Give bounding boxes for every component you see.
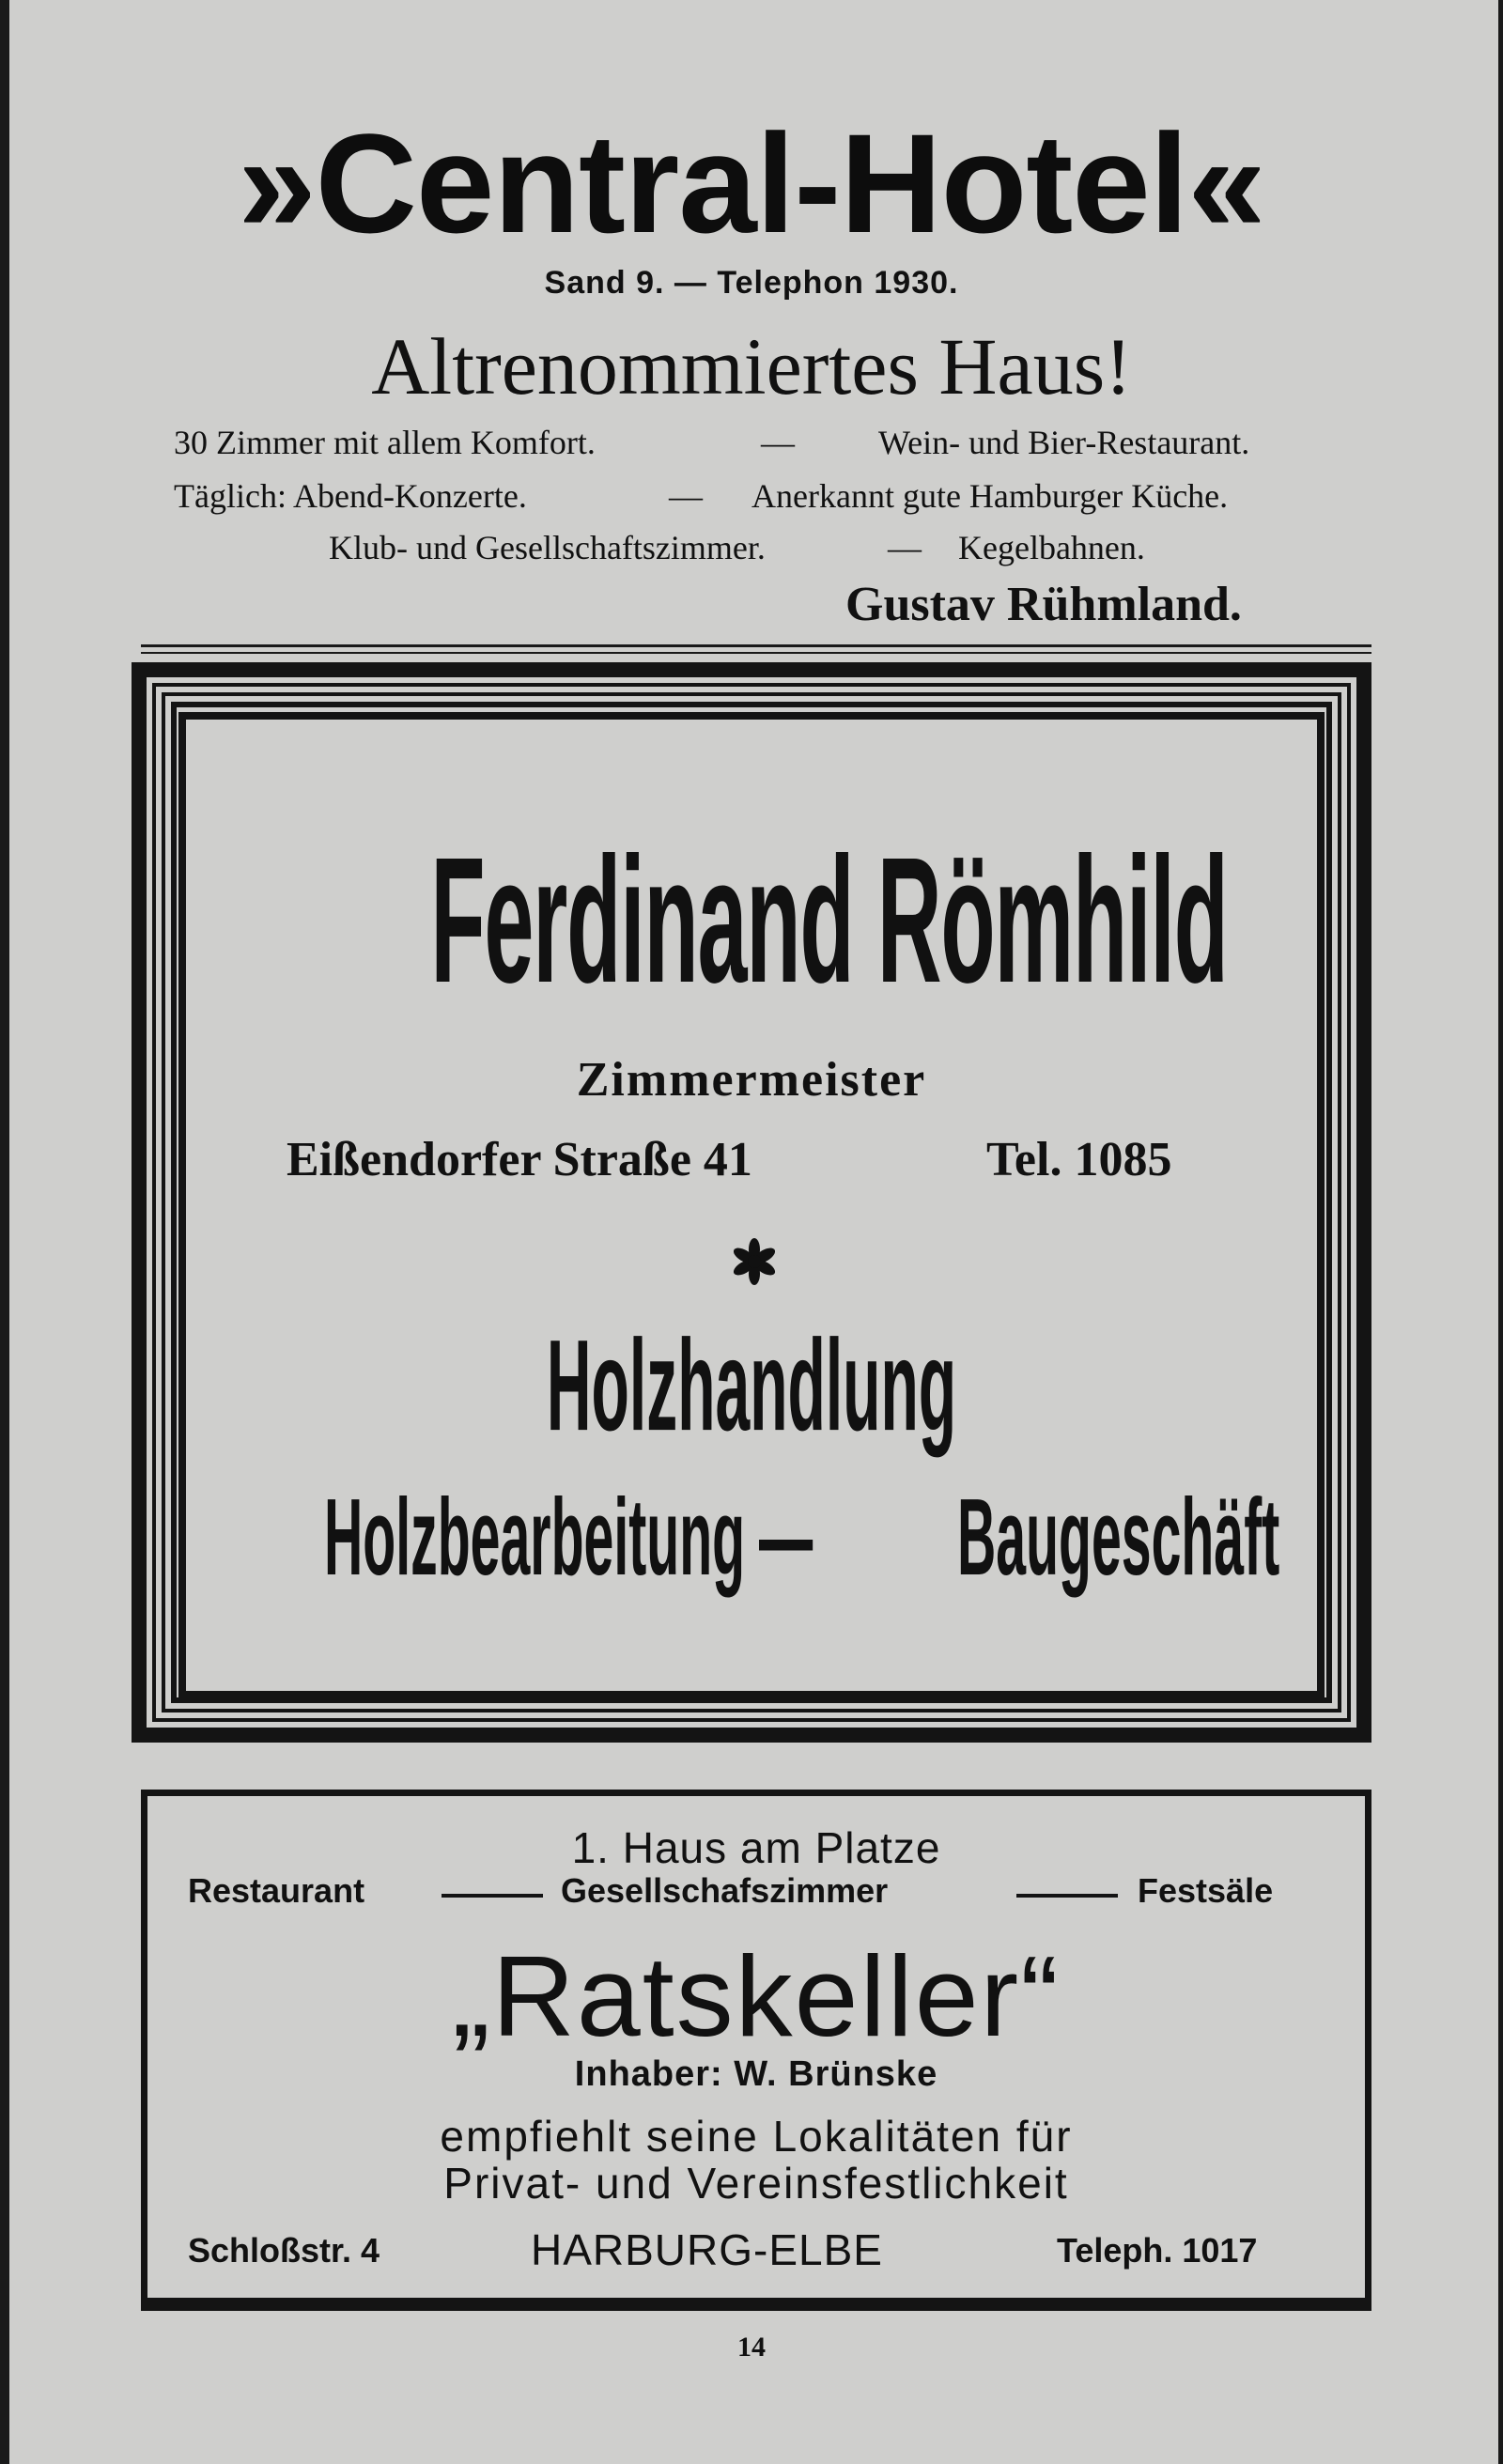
hotel-feature-separator: — (669, 477, 703, 515)
asterisk-icon (731, 1238, 778, 1285)
hotel-title: »Central-Hotel« (238, 104, 1265, 262)
romhild-phone: Tel. 1085 (986, 1133, 1172, 1186)
hotel-slogan: Altrenommiertes Haus! (371, 321, 1132, 411)
hotel-owner: Gustav Rühmland. (845, 578, 1242, 631)
hotel-feature-text: Täglich: Abend-Konzerte. (174, 477, 527, 515)
ratskeller-city: HARBURG-ELBE (531, 2225, 883, 2274)
ratskeller-category: Festsäle (1138, 1871, 1274, 1910)
romhild-profession: Zimmermeister (576, 1053, 927, 1107)
hotel-feature-text: 30 Zimmer mit allem Komfort. (174, 424, 596, 461)
page-number: 14 (737, 2332, 766, 2363)
romhild-services (282, 1476, 1280, 1599)
hotel-feature-text: Anerkannt gute Hamburger Küche. (752, 477, 1229, 515)
category-separator-line (1016, 1894, 1118, 1898)
service-construction: Baugeschäft (957, 1476, 1280, 1599)
hotel-address: Sand 9. — Telephon 1930. (544, 265, 959, 301)
divider-rule (141, 644, 1371, 647)
romhild-trade-block (178, 1312, 1325, 1459)
hotel-feature-text: Kegelbahnen. (958, 529, 1145, 566)
romhild-name: Ferdinand Römhild (430, 820, 1228, 1021)
hotel-feature-text: Klub- und Gesellschaftszimmer. (329, 529, 766, 566)
service-woodworking: Holzbearbeitung (324, 1476, 746, 1599)
ratskeller-category: Restaurant (188, 1871, 365, 1910)
romhild-name-block (178, 817, 1325, 1024)
hotel-feature-text: Wein- und Bier-Restaurant. (878, 424, 1250, 461)
category-separator-line (442, 1894, 543, 1898)
divider-rule (141, 652, 1371, 654)
hotel-feature-separator: — (888, 529, 922, 566)
romhild-address: Eißendorfer Straße 41 (287, 1133, 752, 1186)
ratskeller-phone: Teleph. 1017 (1057, 2231, 1258, 2270)
hotel-feature-separator: — (761, 424, 795, 461)
ratskeller-category: Gesellschafszimmer (561, 1871, 889, 1910)
ratskeller-name: „Ratskeller“ (452, 1932, 1061, 2060)
ratskeller-tagline: 1. Haus am Platze (571, 1823, 941, 1872)
ratskeller-owner: Inhaber: W. Brünske (574, 2054, 938, 2094)
ratskeller-offer-line: Privat- und Vereinsfestlichkeit (443, 2159, 1069, 2208)
ratskeller-offer-line: empfiehlt seine Lokalitäten für (440, 2112, 1073, 2161)
service-separator: — (759, 1476, 813, 1599)
ratskeller-street: Schloßstr. 4 (188, 2231, 380, 2270)
romhild-trade: Holzhandlung (546, 1312, 957, 1459)
